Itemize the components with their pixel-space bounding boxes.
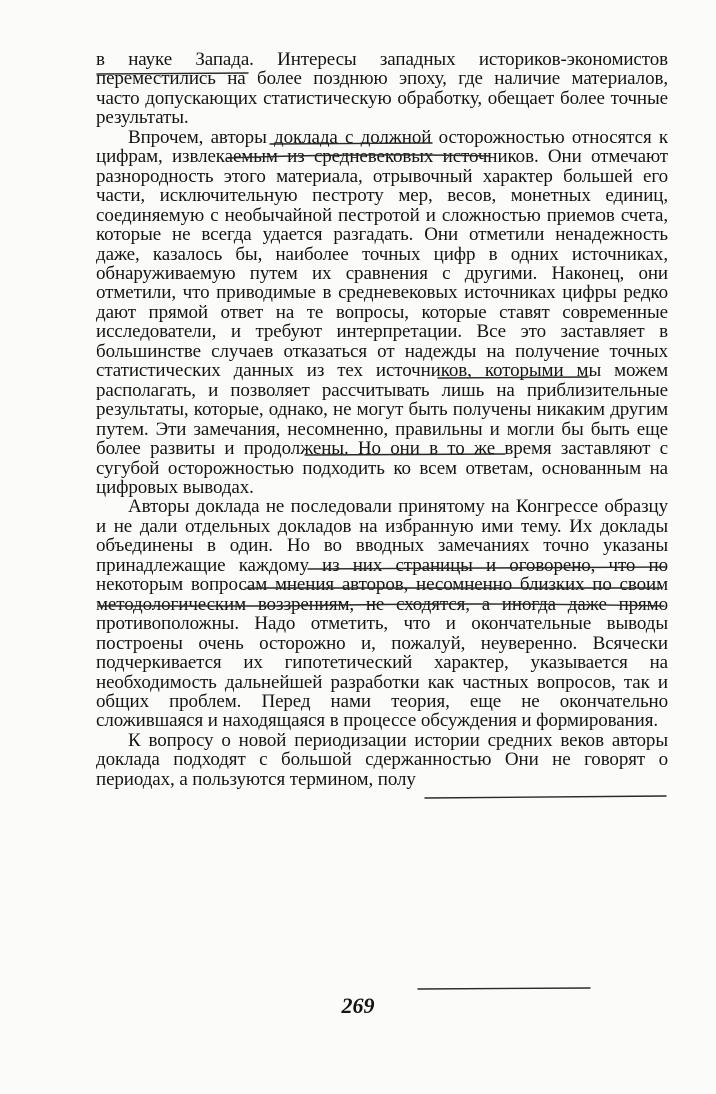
- document-body: [96, 50, 668, 789]
- underline-neuverenno: [425, 796, 666, 798]
- page-number: 269: [341, 993, 375, 1018]
- paragraph-2: Впрочем, авторы доклада с должной осторожностью относятся к цифрам, извлекаемым из средневековых источников. Они отмечают разнородность этого материала, отрывочный характер большей его части, исключительную пестроту мер, весов, монетных единиц, соединяемую с необычайной пестротой и сложностью приемов счета, которые не всегда удается разгадать. Они отметили ненадежность даже, казалось бы, наиболее точных цифр в одних источниках, обнаруживаемую путем их сравнения с другими. Наконец, они отметили, что приводимые в средневековых источниках цифры редко дают прямой ответ на те вопросы, которые ставят современные исследователи, и требуют интерпретации. Все это заставляет в большинстве случаев отказаться от надежды на получение точных статистических данных из тех источников, которыми мы можем располагать, и позволяет рассчитывать лишь на приблизительные результаты, которые, однако, не могут быть получены никаким другим путем. Эти замечания, несомненно, правильны и могли бы быть еще более развиты и продолжены. Но они в то же время заставляют с сугубой осторожностью подходить ко всем ответам, основанным на цифровых выводах.: [96, 126, 668, 498]
- underline-terminom: [418, 988, 590, 989]
- paragraph-1: в науке Запада. Интересы западных историков-экономистов переместились на более позднюю эпоху, где наличие материалов, часто допускающих статистическую обработку, обещает более точные результаты.: [96, 49, 668, 129]
- paragraph-4: К вопросу о новой периодизации истории средних веков авторы доклада подходят с большой сдержанностью Они не говорят о периодах, а пользуются термином, полу: [96, 729, 668, 790]
- paragraph-3: Авторы доклада не последовали принятому на Конгрессе образцу и не дали отдельных докладов на избранную ими тему. Их доклады объединены в один. Но во вводных замечаниях точно указаны принадлежащие каждому из них страницы и оговорено, что по некоторым вопросам мнения авторов, несомненно близких по своим методологическим воззрениям, не сходятся, а иногда даже прямо противоположны. Надо отметить, что и окончательные выводы построены очень осторожно и, пожалуй, неуверенно. Всячески подчеркивается их гипотетический характер, указывается на необходимость дальнейшей разработки как частных вопросов, так и общих проблем. Перед нами теория, еще не окончательно сложившаяся и находящаяся в процессе обсуждения и формирования.: [96, 496, 668, 732]
